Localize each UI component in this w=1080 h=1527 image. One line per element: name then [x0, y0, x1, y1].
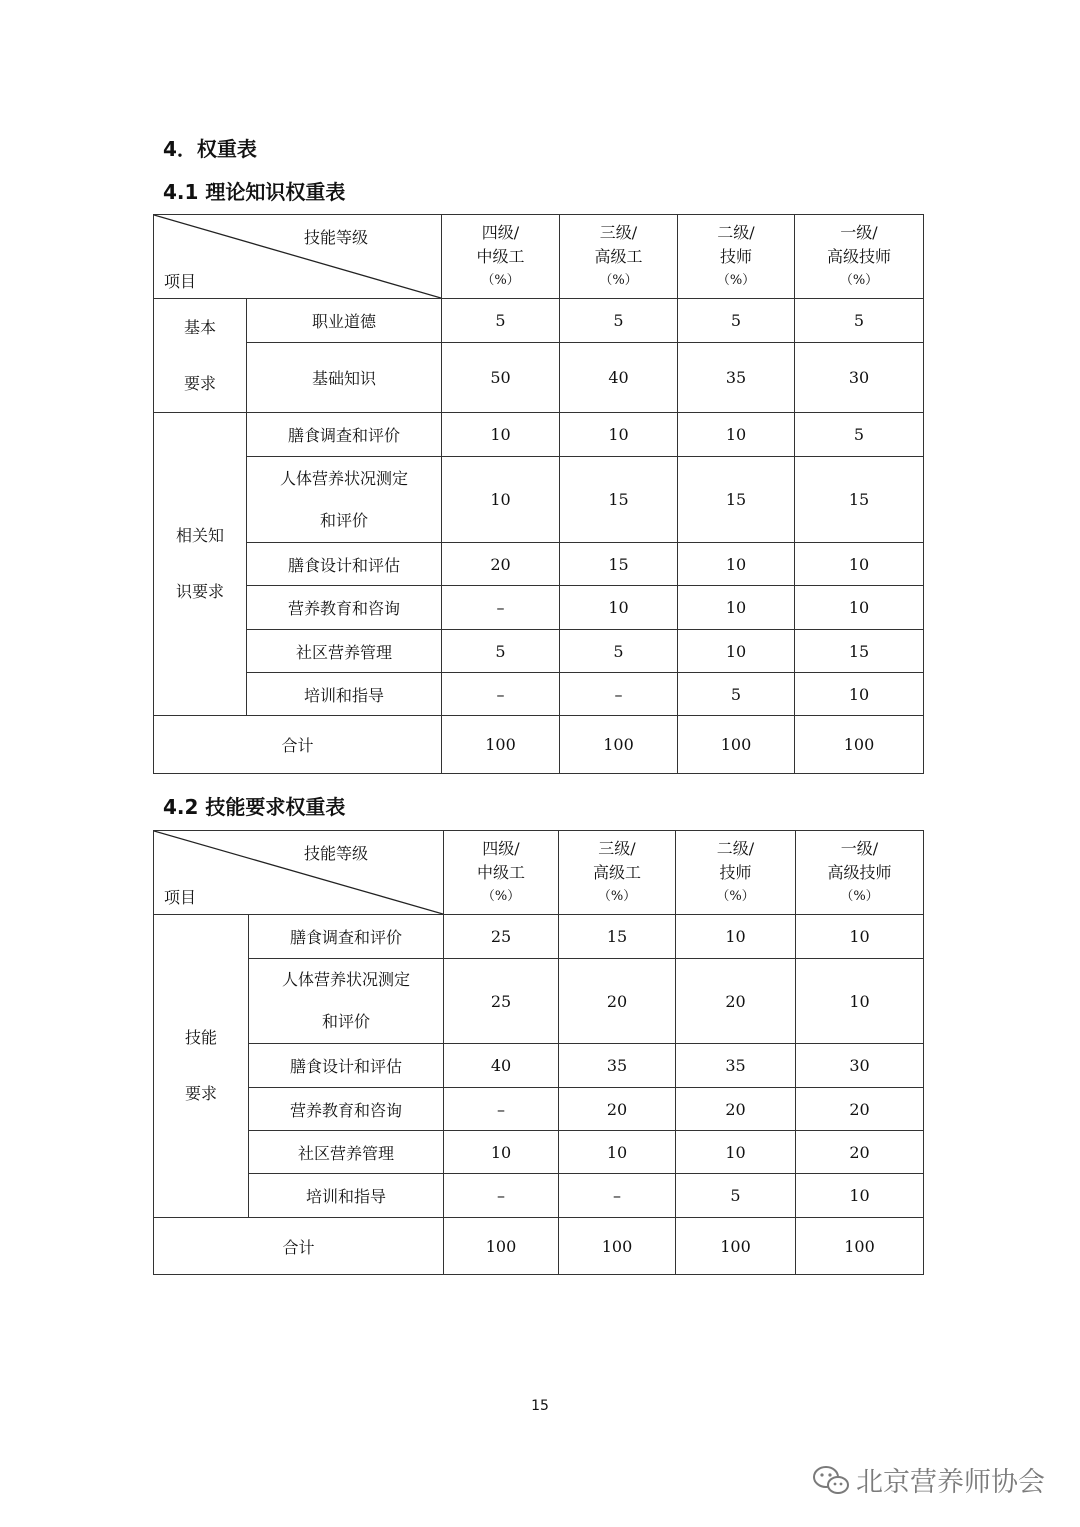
table-row: 人体营养状况测定 和评价 10 15 15 15 — [154, 457, 924, 543]
row-item: 膳食调查和评价 — [247, 413, 442, 457]
category-skill: 技能 要求 — [154, 915, 249, 1218]
item-label: 项目 — [164, 888, 197, 907]
level-header-3: 三级/ 高级工 （%） — [560, 215, 678, 299]
page-number: 15 — [531, 1398, 549, 1414]
total-row: 合计 100 100 100 100 — [154, 1218, 924, 1275]
subsection-heading-theory: 4.1 理论知识权重表 — [163, 180, 346, 204]
category-related: 相关知 识要求 — [154, 413, 247, 716]
row-item: 营养教育和咨询 — [249, 1088, 444, 1131]
skill-weight-table — [153, 830, 924, 1275]
skill-level-label: 技能等级 — [304, 844, 369, 863]
table-row: 膳食设计和评估 40 35 35 30 — [154, 1044, 924, 1088]
header-diagonal-cell — [154, 831, 444, 915]
row-item: 基础知识 — [247, 343, 442, 413]
table-row: 营养教育和咨询 – 10 10 10 — [154, 586, 924, 630]
level-header-3: 三级/ 高级工 （%） — [559, 831, 676, 915]
level-header-4: 四级/ 中级工 （%） — [444, 831, 559, 915]
section-heading: 4．权重表 — [163, 137, 257, 161]
total-row: 合计 100 100 100 100 — [154, 716, 924, 774]
total-label: 合计 — [154, 1218, 444, 1275]
row-item: 培训和指导 — [247, 673, 442, 716]
watermark-text: 北京营养师协会 — [856, 1467, 1045, 1498]
row-item: 人体营养状况测定 和评价 — [249, 959, 444, 1044]
row-item: 人体营养状况测定 和评价 — [247, 457, 442, 543]
table-row: 社区营养管理 5 5 10 15 — [154, 630, 924, 673]
level-header-1: 一级/ 高级技师 （%） — [795, 215, 924, 299]
total-label: 合计 — [154, 716, 442, 774]
row-item: 社区营养管理 — [247, 630, 442, 673]
row-item: 膳食调查和评价 — [249, 915, 444, 959]
row-item: 营养教育和咨询 — [247, 586, 442, 630]
level-header-2: 二级/ 技师 （%） — [676, 831, 796, 915]
item-label: 项目 — [164, 272, 197, 291]
header-diagonal-cell — [154, 215, 442, 299]
table-row: 社区营养管理 10 10 10 20 — [154, 1131, 924, 1174]
skill-level-label: 技能等级 — [304, 228, 369, 247]
table-row: 膳食设计和评估 20 15 10 10 — [154, 543, 924, 586]
table-row: 营养教育和咨询 – 20 20 20 — [154, 1088, 924, 1131]
table-row: 基本 要求 职业道德 5 5 5 5 — [154, 299, 924, 343]
table-row: 技能 要求 膳食调查和评价 25 15 10 10 — [154, 915, 924, 959]
table-row: 培训和指导 – – 5 10 — [154, 1174, 924, 1218]
theory-weight-table — [153, 214, 924, 774]
row-item: 社区营养管理 — [249, 1131, 444, 1174]
row-item: 职业道德 — [247, 299, 442, 343]
level-header-4: 四级/ 中级工 （%） — [442, 215, 560, 299]
row-item: 膳食设计和评估 — [249, 1044, 444, 1088]
subsection-heading-skill: 4.2 技能要求权重表 — [163, 795, 346, 819]
watermark — [812, 1460, 1045, 1499]
wechat-icon — [812, 1464, 850, 1496]
table-row: 培训和指导 – – 5 10 — [154, 673, 924, 716]
category-basic: 基本 要求 — [154, 299, 247, 413]
level-header-1: 一级/ 高级技师 （%） — [796, 831, 924, 915]
row-item: 膳食设计和评估 — [247, 543, 442, 586]
table-row: 相关知 识要求 膳食调查和评价 10 10 10 5 — [154, 413, 924, 457]
level-header-2: 二级/ 技师 （%） — [678, 215, 795, 299]
table-row: 基础知识 50 40 35 30 — [154, 343, 924, 413]
row-item: 培训和指导 — [249, 1174, 444, 1218]
table-row: 人体营养状况测定 和评价 25 20 20 10 — [154, 959, 924, 1044]
